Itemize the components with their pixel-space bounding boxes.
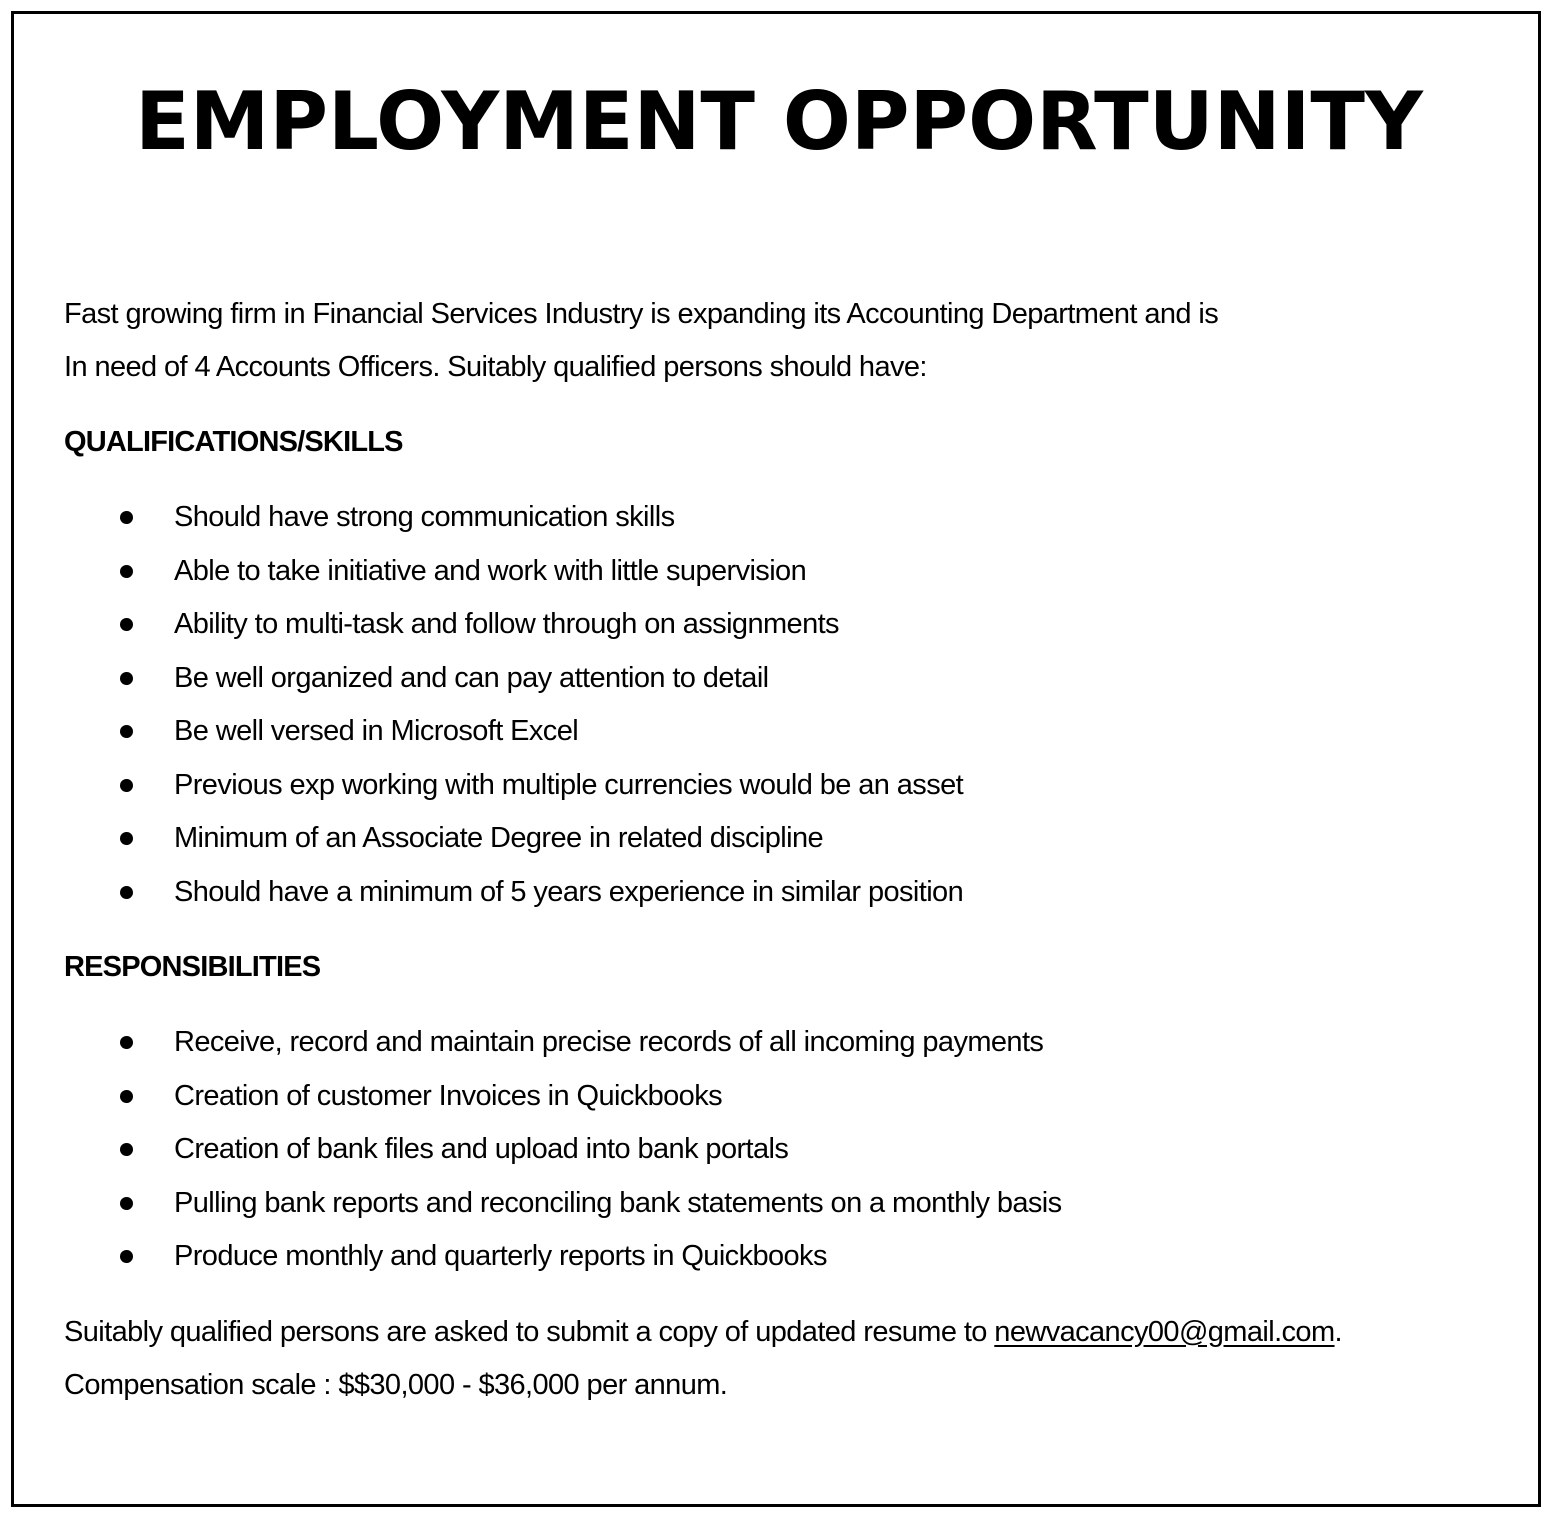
bullet-icon	[120, 672, 133, 685]
list-item	[64, 545, 1524, 599]
list-item	[64, 812, 1524, 866]
list-item-text: Ability to multi-task and follow through on assignments	[174, 608, 839, 640]
list-item-text: Should have strong communication skills	[174, 501, 675, 533]
bullet-icon	[120, 618, 133, 631]
list-item	[64, 1230, 1524, 1284]
responsibilities-list	[64, 1016, 1524, 1284]
bullet-icon	[120, 511, 133, 524]
document-body	[64, 288, 1524, 1412]
list-item	[64, 1070, 1524, 1124]
qualifications-heading: QUALIFICATIONS/SKILLS	[64, 426, 403, 458]
bullet-icon	[120, 725, 133, 738]
qualifications-list	[64, 491, 1524, 919]
intro-line: Fast growing firm in Financial Services Industry is expanding its Accounting Department and is	[64, 298, 1219, 330]
submit-text: Suitably qualified persons are asked to submit a copy of updated resume to	[64, 1315, 995, 1348]
bullet-icon	[120, 1197, 133, 1210]
list-item-text: Creation of bank files and upload into bank portals	[174, 1133, 789, 1165]
list-item-text: Able to take initiative and work with little supervision	[174, 554, 807, 587]
list-item-text: Previous exp working with multiple currencies would be an asset	[174, 768, 964, 801]
intro-line: In need of 4 Accounts Officers. Suitably qualified persons should have:	[64, 351, 927, 383]
list-item	[64, 705, 1524, 759]
bullet-icon	[120, 1250, 133, 1263]
email-link[interactable]: newvacancy00@gmail.com	[994, 1315, 1335, 1348]
page-title: EMPLOYMENT OPPORTUNITY	[135, 75, 1423, 168]
bullet-icon	[120, 1143, 133, 1156]
list-item	[64, 652, 1524, 706]
intro-paragraph	[64, 288, 1524, 394]
list-item-text: Receive, record and maintain precise records of all incoming payments	[174, 1026, 1044, 1058]
bullet-icon	[120, 832, 133, 845]
list-item-text: Should have a minimum of 5 years experience in similar position	[174, 875, 964, 908]
bullet-icon	[120, 565, 133, 578]
submit-line	[64, 1306, 1524, 1359]
list-item	[64, 759, 1524, 813]
list-item	[64, 1123, 1524, 1177]
list-item	[64, 1016, 1524, 1070]
responsibilities-heading: RESPONSIBILITIES	[64, 951, 321, 983]
bullet-icon	[120, 1090, 133, 1103]
list-item-text: Creation of customer Invoices in Quickbooks	[174, 1079, 723, 1112]
bullet-icon	[120, 779, 133, 792]
closing-paragraph	[64, 1306, 1524, 1412]
list-item-text: Pulling bank reports and reconciling bank statements on a monthly basis	[174, 1186, 1062, 1219]
bullet-icon	[120, 886, 133, 899]
bullet-icon	[120, 1036, 133, 1049]
list-item-text: Be well organized and can pay attention to detail	[174, 661, 769, 694]
list-item	[64, 491, 1524, 545]
compensation-line: Compensation scale : $$30,000 - $36,000 per annum.	[64, 1368, 728, 1401]
list-item	[64, 598, 1524, 652]
list-item-text: Be well versed in Microsoft Excel	[174, 715, 579, 747]
list-item	[64, 866, 1524, 920]
list-item	[64, 1177, 1524, 1231]
list-item-text: Produce monthly and quarterly reports in Quickbooks	[174, 1240, 827, 1272]
list-item-text: Minimum of an Associate Degree in related discipline	[174, 822, 824, 854]
submit-end: .	[1334, 1315, 1342, 1348]
